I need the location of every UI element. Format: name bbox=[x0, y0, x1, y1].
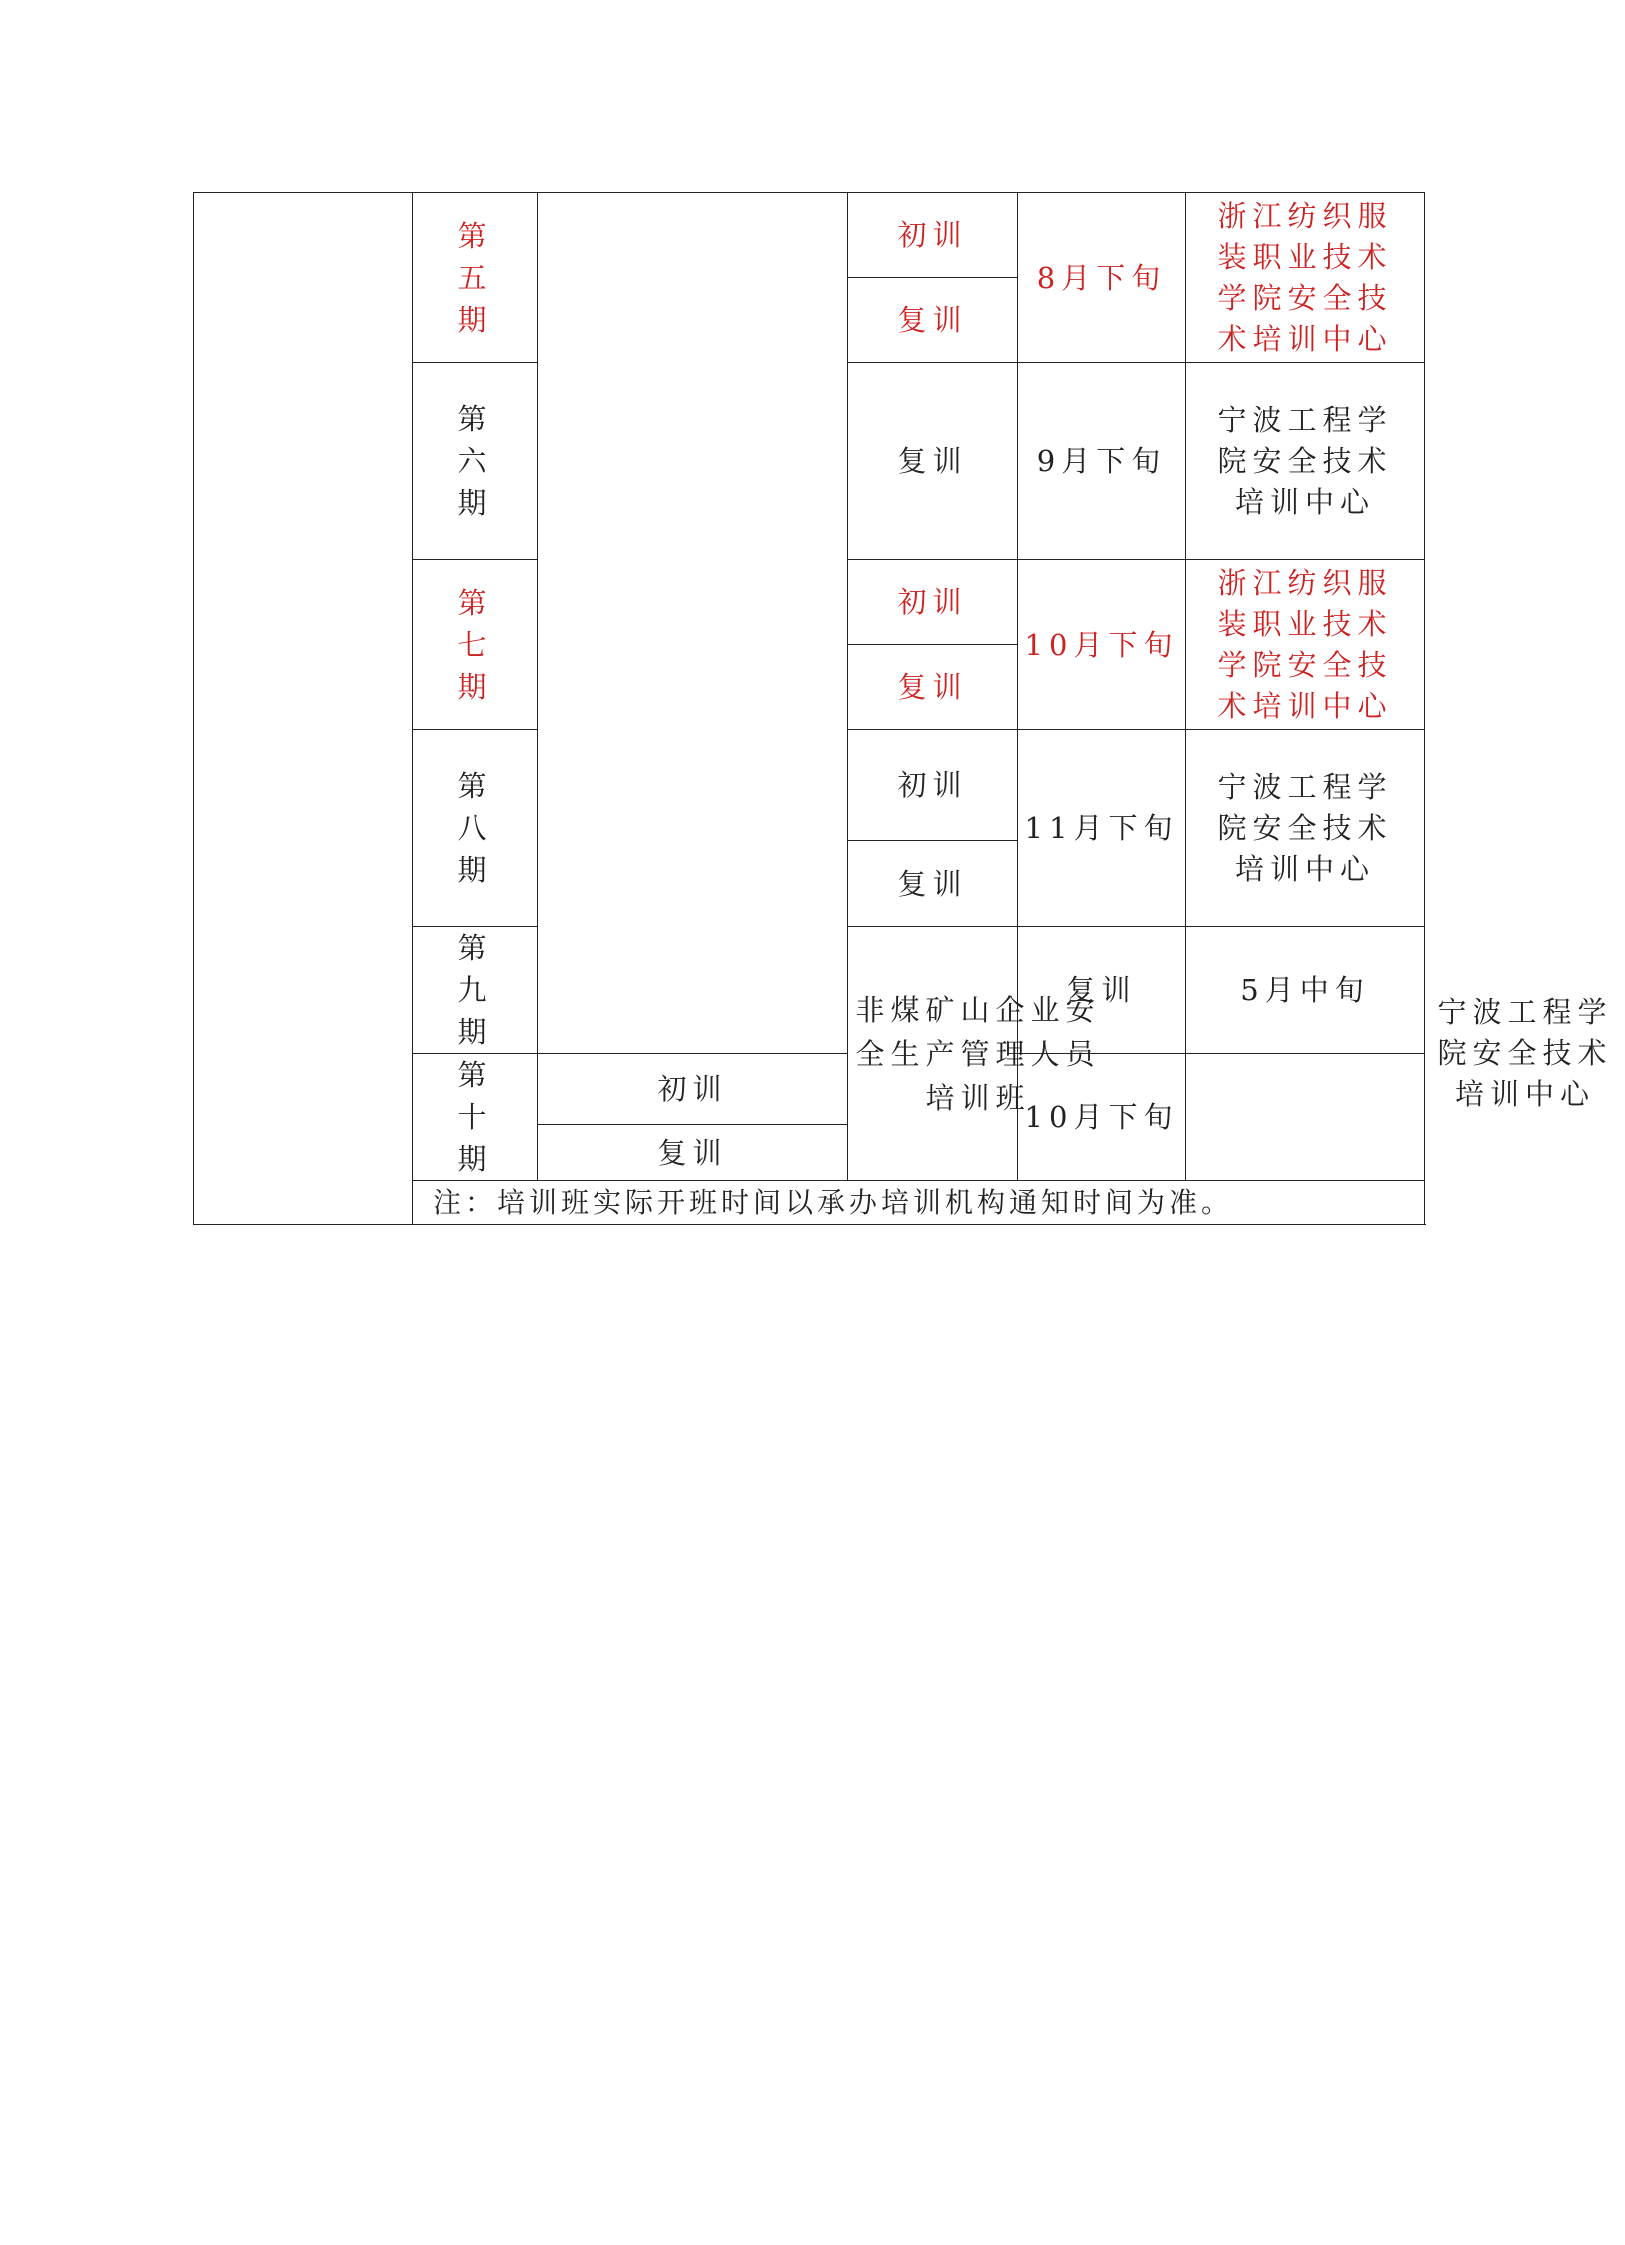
period-cell: 第九期 bbox=[413, 927, 538, 1054]
period-cell: 第七期 bbox=[413, 560, 538, 730]
time-cell: 10月下旬 bbox=[1018, 560, 1186, 730]
training-schedule-table bbox=[193, 192, 1613, 1225]
period-cell: 第六期 bbox=[413, 363, 538, 560]
category-cell-continued bbox=[194, 193, 413, 1225]
organizer-cell: 浙江纺织服装职业技术学院安全技术培训中心 bbox=[1186, 193, 1425, 363]
training-type-cell: 复训 bbox=[848, 363, 1018, 560]
training-type-cell: 初训 bbox=[848, 193, 1018, 278]
training-type-cell: 复训 bbox=[848, 645, 1018, 730]
training-type-cell: 初训 bbox=[848, 560, 1018, 645]
organizer-cell: 宁波工程学院安全技术培训中心 bbox=[1186, 730, 1425, 927]
time-cell: 10月下旬 bbox=[1018, 1054, 1186, 1181]
time-cell: 9月下旬 bbox=[1018, 363, 1186, 560]
training-type-cell: 初训 bbox=[848, 730, 1018, 841]
period-cell: 第十期 bbox=[413, 1054, 538, 1181]
table-row bbox=[194, 193, 1425, 278]
time-cell: 11月下旬 bbox=[1018, 730, 1186, 927]
organizer-cell: 浙江纺织服装职业技术学院安全技术培训中心 bbox=[1186, 560, 1425, 730]
training-type-cell: 复训 bbox=[538, 1125, 848, 1181]
organizer-cell: 宁波工程学院安全技术培训中心 bbox=[1186, 363, 1425, 560]
course-cell: 非煤矿山企业安全生产管理人员培训班 bbox=[848, 927, 1018, 1181]
time-cell: 5月中旬 bbox=[1186, 927, 1425, 1054]
training-type-cell: 初训 bbox=[538, 1054, 848, 1125]
training-type-cell: 复训 bbox=[848, 841, 1018, 927]
time-cell: 8月下旬 bbox=[1018, 193, 1186, 363]
period-cell: 第八期 bbox=[413, 730, 538, 927]
training-type-cell: 复训 bbox=[848, 278, 1018, 363]
period-cell: 第五期 bbox=[413, 193, 538, 363]
training-type-cell: 复训 bbox=[1018, 927, 1186, 1054]
table-note: 注：培训班实际开班时间以承办培训机构通知时间为准。 bbox=[413, 1181, 1425, 1225]
course-cell-continued bbox=[538, 193, 848, 1054]
table-row: 第九期 非煤矿山企业安全生产管理人员培训班 复训 5月中旬 宁波工程学院安全技术培训中心 bbox=[194, 927, 1425, 1054]
